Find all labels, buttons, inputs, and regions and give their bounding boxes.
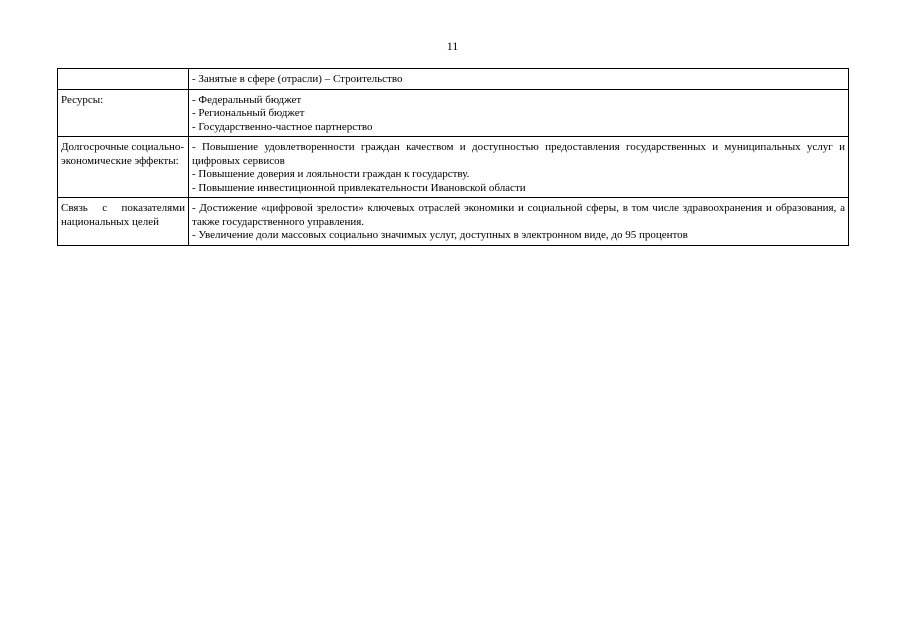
table-row <box>58 198 849 246</box>
document-table <box>57 68 849 246</box>
row-content <box>189 137 849 198</box>
table-row <box>58 69 849 90</box>
row-label <box>58 69 189 90</box>
list-item: - Повышение удовлетворенности граждан качеством и доступностью предоставления государственных и муниципальных услуг и цифровых сервисов <box>192 141 845 167</box>
page-number: 11 <box>446 39 459 53</box>
row-content <box>189 198 849 246</box>
row-label: Связь с показателями национальных целей <box>58 198 189 246</box>
row-content <box>189 89 849 137</box>
row-label: Долгосрочные социально-экономические эффекты: <box>58 137 189 198</box>
table-row <box>58 89 849 137</box>
list-item: - Достижение «цифровой зрелости» ключевых отраслей экономики и социальной сферы, в том числе здравоохранения и образования, а также государственного управления. <box>192 202 845 228</box>
row-content <box>189 69 849 90</box>
list-item: - Повышение инвестиционной привлекательности Ивановской области <box>192 181 526 194</box>
list-item: - Региональный бюджет <box>192 107 305 119</box>
table-row <box>58 137 849 198</box>
list-item: - Увеличение доли массовых социально значимых услуг, доступных в электронном виде, до 95 процентов <box>192 229 688 241</box>
list-item: - Повышение доверия и лояльности граждан к государству. <box>192 168 470 180</box>
list-item: - Федеральный бюджет <box>192 93 302 106</box>
row-label: Ресурсы: <box>58 89 189 137</box>
list-item: - Занятые в сфере (отрасли) – Строительство <box>192 73 403 85</box>
list-item: - Государственно-частное партнерство <box>192 120 373 133</box>
